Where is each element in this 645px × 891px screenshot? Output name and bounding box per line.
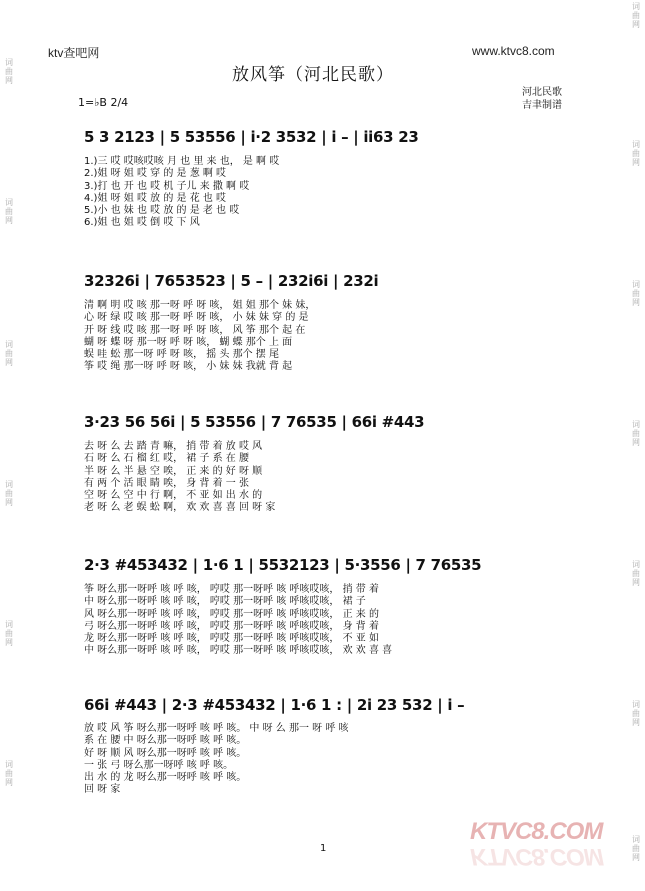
lyrics-block-2 (84, 300, 315, 374)
notation-row-4: 2·3 #453432 | 1·6 1 | 5532123 | 5·3556 | 7 76535 (84, 556, 482, 574)
lyrics-block-4 (84, 584, 392, 658)
lyric-line: 筝 哎 绳 那一呀 呼 呀 咳， 小 妹 妹 我就 背 起 (84, 361, 293, 373)
site-url-right[interactable]: www.ktvc8.com (472, 44, 555, 58)
side-watermark: 词曲网 (632, 835, 640, 862)
side-watermark: 词曲网 (632, 280, 640, 307)
lyric-line: 一 张 弓 呀么那一呀呼 咳 呼 咳。 (84, 759, 234, 771)
lyric-line: 3.)打 也 开 也 哎 机 子儿 来 撒 啊 哎 (84, 180, 250, 192)
lyrics-block-1 (84, 156, 279, 230)
lyric-line: 龙 呀么那一呀呼 咳 呼 咳， 哼哎 那一呀呼 咳 呼咳哎咳， 不 亚 如 (84, 633, 379, 645)
site-logo-reflection: KTVC8.COM (470, 843, 603, 870)
lyric-line: 有 两 个 活 眼 睛 唉， 身 背 着 一 张 (84, 477, 249, 489)
lyrics-block-5 (84, 723, 349, 797)
lyric-line: 中 呀么那一呀呼 咳 呼 咳， 哼哎 那一呀呼 咳 呼咳哎咳， 裙 子 (84, 596, 366, 608)
lyric-line: 好 呀 顺 风 呀么那一呀呼 咳 呼 咳。 (84, 747, 247, 759)
site-logo-watermark: KTVC8.COM (470, 818, 603, 845)
lyric-line: 心 呀 绿 哎 咳 那一呀 呼 呀 咳， 小 妹 妹 穿 的 是 (84, 312, 309, 324)
credit-origin: 河北民歌 (522, 87, 562, 98)
song-title: 放风筝（河北民歌） (232, 65, 394, 85)
side-watermark: 词曲网 (632, 2, 640, 29)
lyric-line: 风 呀么那一呀呼 咳 呼 咳， 哼哎 那一呀呼 咳 呼咳哎咳， 正 来 的 (84, 608, 379, 620)
notation-row-5: 66i #443 | 2·3 #453432 | 1·6 1 : | 2i 23 532 | i – (84, 696, 465, 714)
lyric-line: 老 呀 么 老 蜈 蚣 啊， 欢 欢 喜 喜 回 呀 家 (84, 502, 276, 514)
side-watermark: 词曲网 (5, 620, 13, 647)
side-watermark: 词曲网 (5, 340, 13, 367)
side-watermark: 词曲网 (5, 198, 13, 225)
side-watermark: 词曲网 (5, 760, 13, 787)
lyric-line: 回 呀 家 (84, 784, 121, 796)
lyric-line: 5.)小 也 妹 也 哎 放 的 是 老 也 哎 (84, 205, 240, 217)
side-watermark: 词曲网 (5, 480, 13, 507)
lyric-line: 石 呀 么 石 榴 红 哎， 裙 子 系 在 腰 (84, 453, 249, 465)
lyric-line: 去 呀 么 去 踏 青 嘛， 捎 带 着 放 哎 风 (84, 441, 263, 452)
lyric-line: 蜈 哇 蚣 那一呀 呼 呀 咳， 摇 头 那个 摆 尾 (84, 349, 279, 361)
side-watermark: 词曲网 (5, 58, 13, 85)
lyric-line: 蝴 呀 蝶 呀 那一呀 呼 呀 咳， 蝴 蝶 那个 上 面 (84, 336, 293, 348)
lyric-line: 系 在 腰 中 呀么那一呀呼 咳 呼 咳。 (84, 735, 247, 747)
notation-row-3: 3·23 56 56i | 5 53556 | 7 76535 | 66i #443 (84, 413, 425, 431)
site-name-left: ktv查吧网 (48, 46, 100, 60)
left-watermark-strip (0, 0, 18, 891)
lyric-line: 1.)三 哎 哎咳哎咳 月 也 里 来 也， 是 啊 哎 (84, 156, 280, 167)
page-number: 1 (320, 843, 327, 854)
lyric-line: 放 哎 风 筝 呀么那一呀呼 咳 呼 咳。 中 呀 么 那一 呀 呼 咳 (84, 723, 349, 734)
lyric-line: 清 啊 明 哎 咳 那一呀 呼 呀 咳， 姐 姐 那个 妹 妹， (84, 300, 316, 311)
right-watermark-strip (627, 0, 645, 891)
lyric-line: 2.)姐 呀 姐 哎 穿 的 是 葱 啊 哎 (84, 168, 227, 180)
lyric-line: 出 水 的 龙 呀么那一呀呼 咳 呼 咳。 (84, 772, 247, 784)
lyric-line: 开 呀 线 哎 咳 那一呀 呼 呀 咳， 风 筝 那个 起 在 (84, 324, 306, 336)
lyric-line: 6.)姐 也 姐 哎 倒 哎 下 风 (84, 217, 200, 229)
lyrics-block-3 (84, 441, 275, 515)
lyric-line: 4.)姐 呀 姐 哎 放 的 是 花 也 哎 (84, 192, 227, 204)
side-watermark: 词曲网 (632, 140, 640, 167)
side-watermark: 词曲网 (632, 700, 640, 727)
side-watermark: 词曲网 (632, 420, 640, 447)
lyric-line: 筝 呀么那一呀呼 咳 呼 咳， 哼哎 那一呀呼 咳 呼咳哎咳， 捎 带 着 (84, 584, 379, 595)
lyric-line: 中 呀么那一呀呼 咳 呼 咳， 哼哎 那一呀呼 咳 呼咳哎咳， 欢 欢 喜 喜 (84, 645, 393, 657)
lyric-line: 弓 呀么那一呀呼 咳 呼 咳， 哼哎 那一呀呼 咳 呼咳哎咳， 身 背 着 (84, 620, 379, 632)
lyric-line: 空 呀 么 空 中 行 啊， 不 亚 如 出 水 的 (84, 490, 263, 502)
key-signature: 1=♭B 2/4 (78, 96, 129, 109)
credit-transcriber: 吉聿制谱 (522, 100, 562, 111)
lyric-line: 半 呀 么 半 悬 空 唉， 正 来 的 好 呀 顺 (84, 465, 263, 477)
notation-row-1: 5 3 2123 | 5 53556 | i·2 3532 | i – | ii63 23 (84, 128, 419, 146)
notation-row-2: 32326i | 7653523 | 5 – | 232i6i | 232i (84, 272, 379, 290)
side-watermark: 词曲网 (632, 560, 640, 587)
